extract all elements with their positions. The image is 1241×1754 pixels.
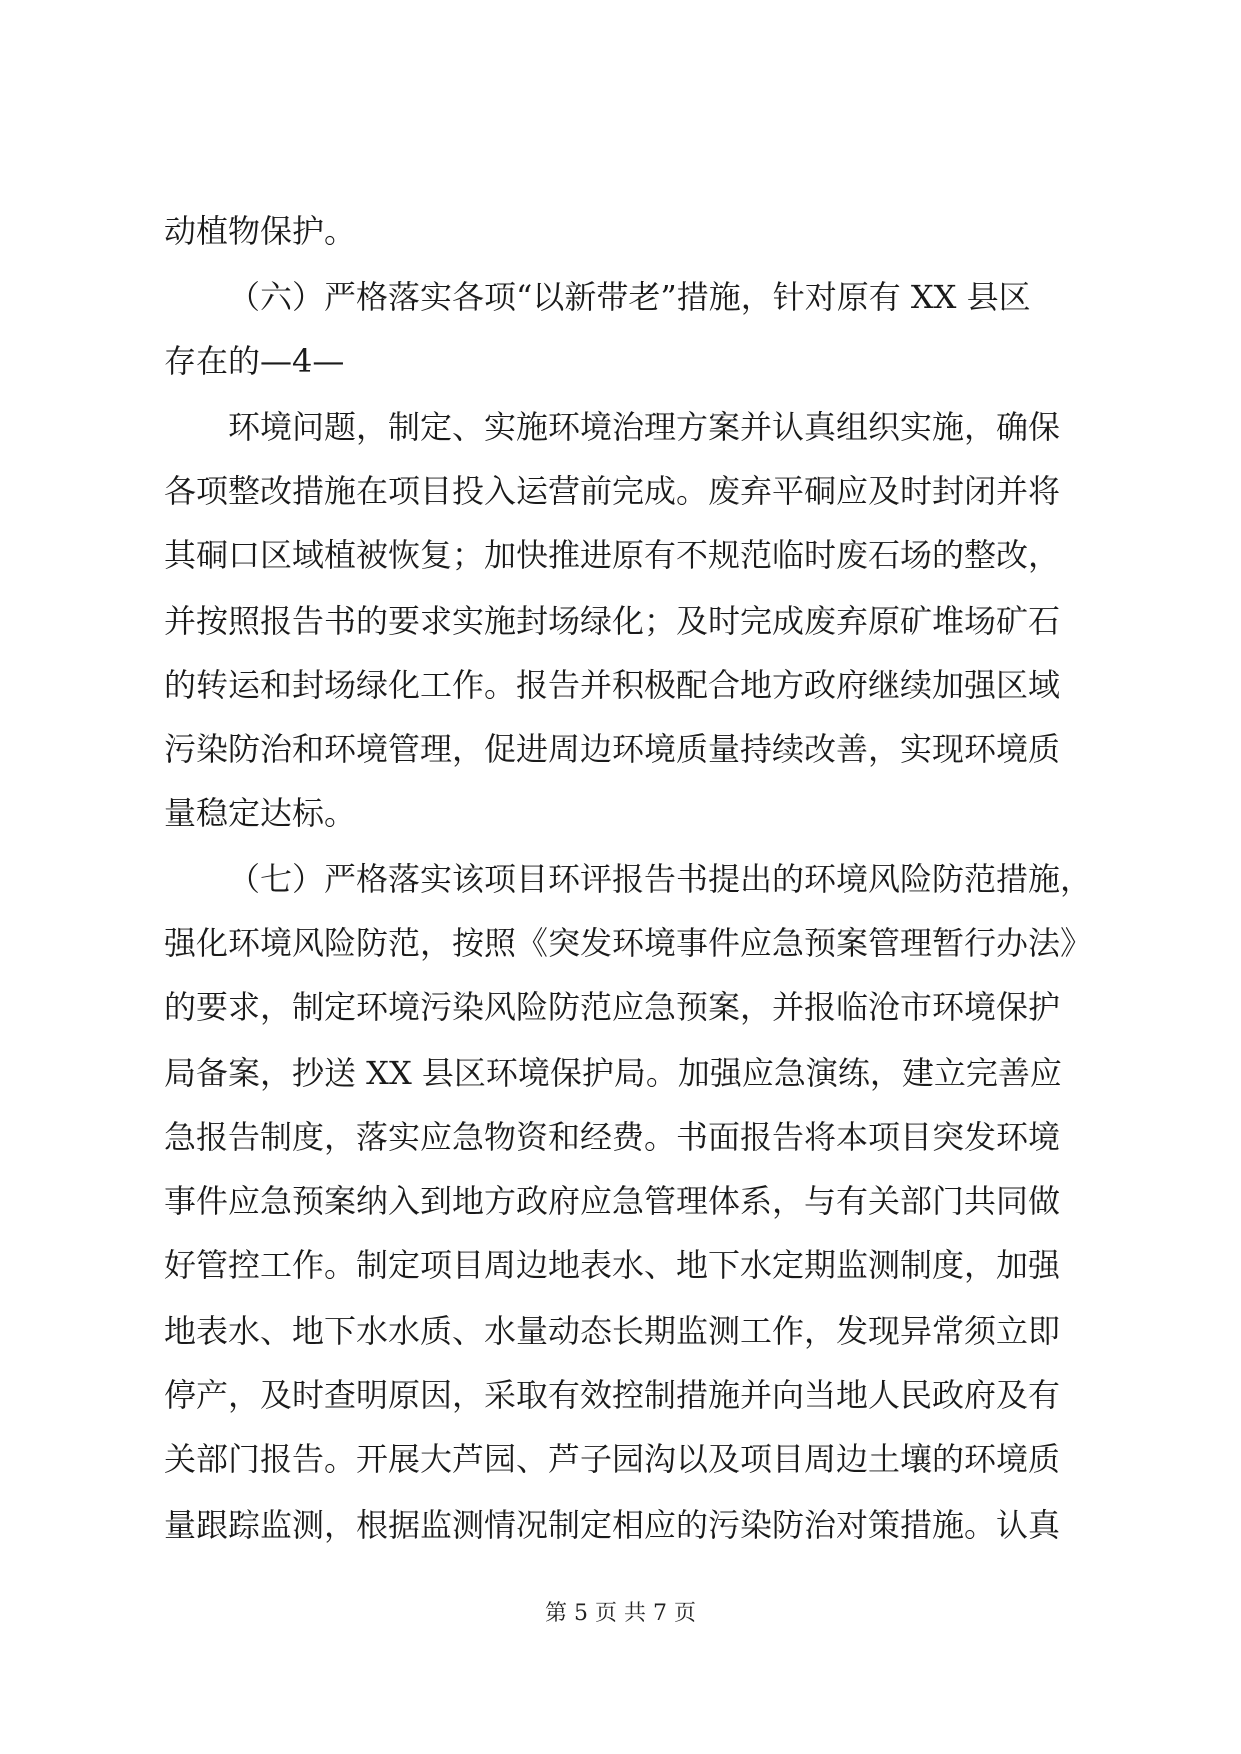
text-line: 停产，及时查明原因，采取有效控制措施并向当地人民政府及有	[164, 1376, 1061, 1414]
text-line: 存在的—4—	[164, 342, 345, 380]
text-line: 局备案，抄送 XX 县区环境保护局。加强应急演练，建立完善应	[164, 1054, 1062, 1092]
text-line: （六）严格落实各项“以新带老”措施，针对原有 XX 县区	[228, 278, 1031, 316]
text-line: 的转运和封场绿化工作。报告并积极配合地方政府继续加强区域	[164, 666, 1061, 704]
text-line: 强化环境风险防范，按照《突发环境事件应急预案管理暂行办法》	[164, 924, 1093, 962]
text-line: 关部门报告。开展大芦园、芦子园沟以及项目周边土壤的环境质	[164, 1440, 1061, 1478]
text-line: 动植物保护。	[164, 212, 357, 250]
text-line: 地表水、地下水水质、水量动态长期监测工作，发现异常须立即	[164, 1312, 1061, 1350]
text-line: 污染防治和环境管理，促进周边环境质量持续改善，实现环境质	[164, 730, 1061, 768]
text-line: 各项整改措施在项目投入运营前完成。废弃平硐应及时封闭并将	[164, 472, 1061, 510]
text-line: 好管控工作。制定项目周边地表水、地下水定期监测制度，加强	[164, 1246, 1061, 1284]
text-line: 环境问题，制定、实施环境治理方案并认真组织实施，确保	[228, 408, 1061, 446]
text-line: 其硐口区域植被恢复；加快推进原有不规范临时废石场的整改，	[164, 536, 1061, 574]
text-line: 的要求，制定环境污染风险防范应急预案，并报临沧市环境保护	[164, 988, 1061, 1026]
text-line: 急报告制度，落实应急物资和经费。书面报告将本项目突发环境	[164, 1118, 1061, 1156]
text-line: 事件应急预案纳入到地方政府应急管理体系，与有关部门共同做	[164, 1182, 1061, 1220]
text-line: 量稳定达标。	[164, 794, 357, 832]
text-line: 量跟踪监测，根据监测情况制定相应的污染防治对策措施。认真	[164, 1506, 1061, 1544]
text-line: 并按照报告书的要求实施封场绿化；及时完成废弃原矿堆场矿石	[164, 602, 1061, 640]
text-line: （七）严格落实该项目环评报告书提出的环境风险防范措施，	[228, 860, 1093, 898]
page-number-footer: 第 5 页 共 7 页	[545, 1601, 696, 1626]
